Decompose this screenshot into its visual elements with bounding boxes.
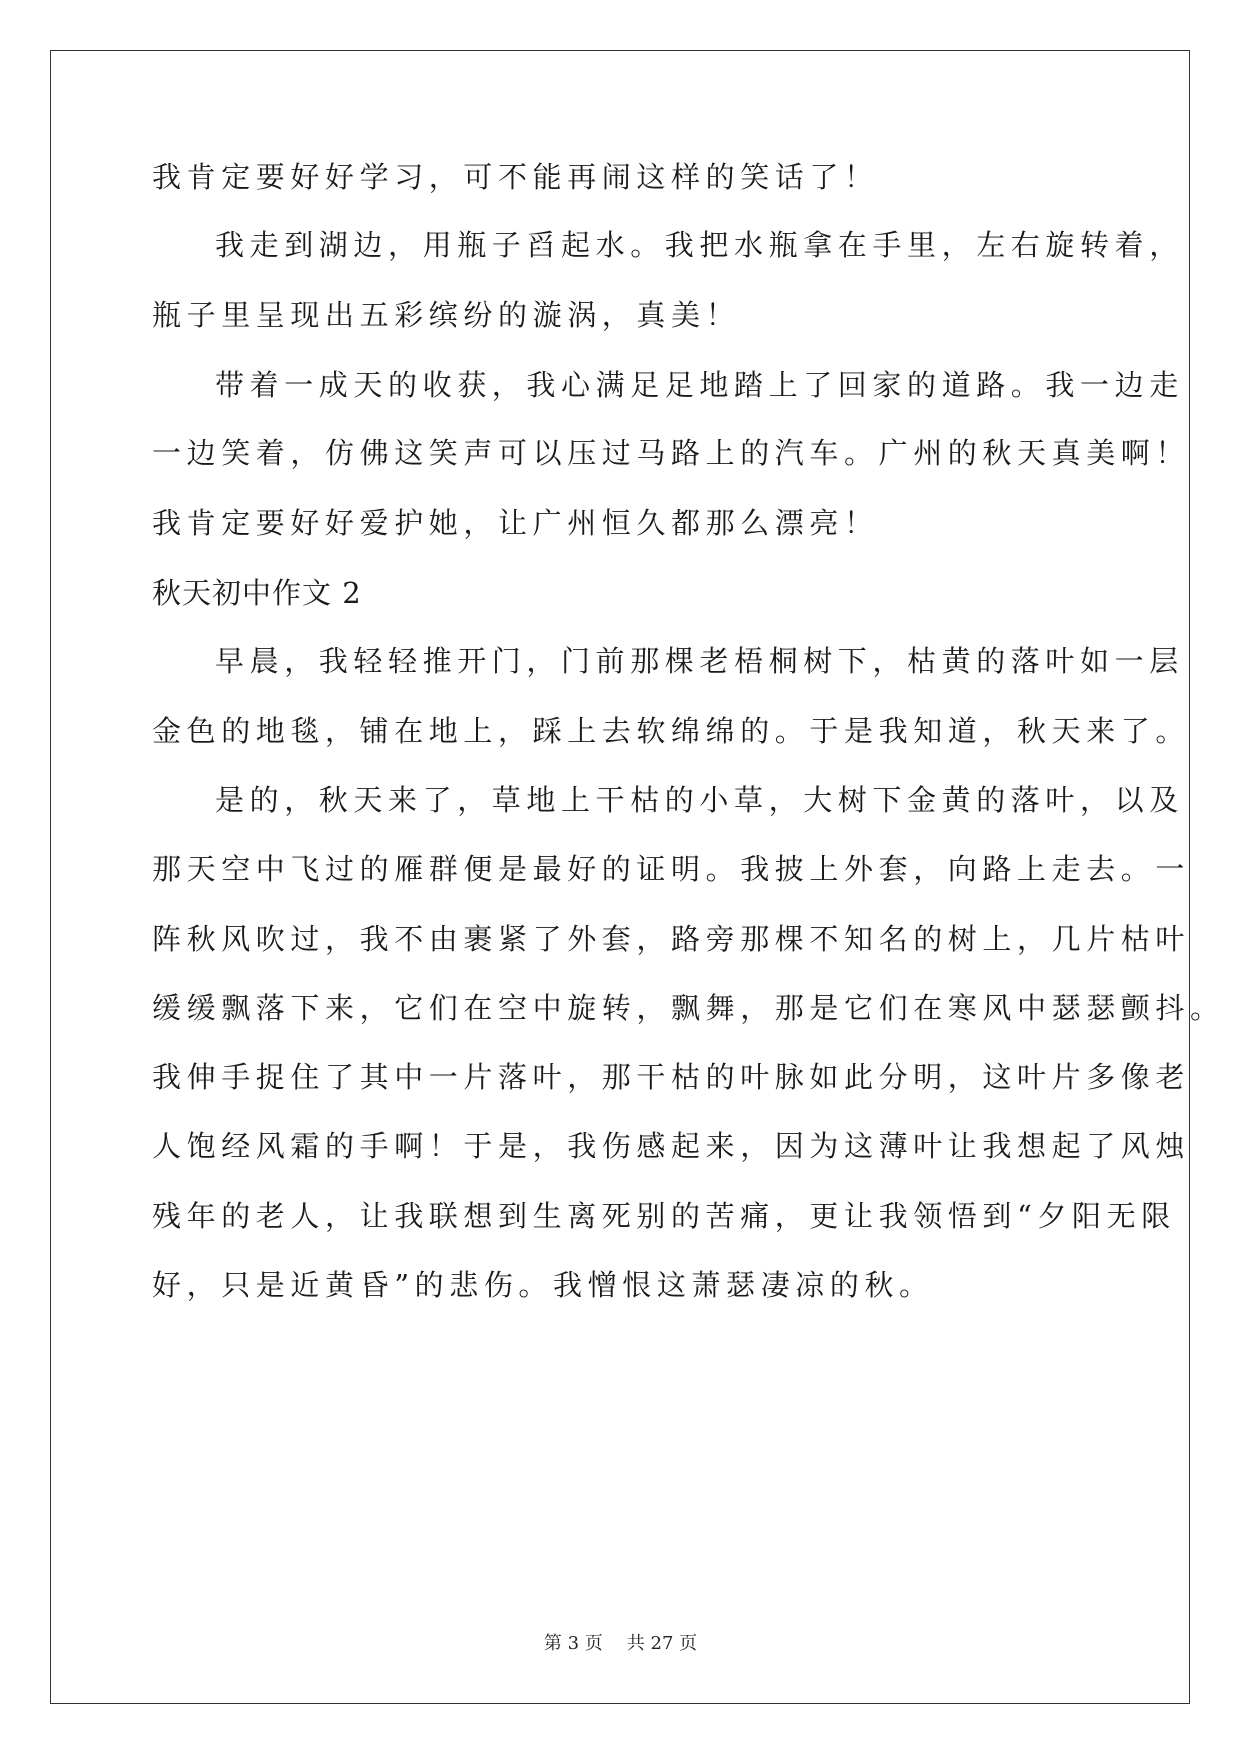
paragraph-line: 那天空中飞过的雁群便是最好的证明。我披上外套，向路上走去。一 bbox=[152, 852, 1191, 886]
paragraph-line: 缓缓飘落下来，它们在空中旋转，飘舞，那是它们在寒风中瑟瑟颤抖。 bbox=[152, 991, 1225, 1025]
paragraph-line: 一边笑着，仿佛这笑声可以压过马路上的汽车。广州的秋天真美啊！ bbox=[152, 436, 1191, 470]
paragraph-line: 阵秋风吹过，我不由裹紧了外套，路旁那棵不知名的树上，几片枯叶 bbox=[152, 922, 1191, 956]
paragraph-line: 瓶子里呈现出五彩缤纷的漩涡，真美！ bbox=[152, 298, 741, 332]
section-heading: 秋天初中作文 2 bbox=[152, 576, 362, 610]
paragraph-line: 我走到湖边，用瓶子舀起水。我把水瓶拿在手里，左右旋转着， bbox=[215, 228, 1184, 262]
page-number: 第 3 页 bbox=[543, 1633, 603, 1654]
page-footer bbox=[0, 1632, 1241, 1656]
paragraph-line: 是的，秋天来了，草地上干枯的小草，大树下金黄的落叶，以及 bbox=[215, 783, 1184, 817]
paragraph-line: 我肯定要好好学习，可不能再闹这样的笑话了！ bbox=[152, 160, 879, 194]
paragraph-line: 人饱经风霜的手啊！于是，我伤感起来，因为这薄叶让我想起了风烛 bbox=[152, 1129, 1191, 1163]
paragraph-line: 金色的地毯，铺在地上，踩上去软绵绵的。于是我知道，秋天来了。 bbox=[152, 714, 1191, 748]
paragraph-line: 早晨，我轻轻推开门，门前那棵老梧桐树下，枯黄的落叶如一层 bbox=[215, 644, 1184, 678]
paragraph-line: 残年的老人，让我联想到生离死别的苦痛，更让我领悟到“夕阳无限 bbox=[152, 1199, 1176, 1233]
paragraph-line: 带着一成天的收获，我心满足足地踏上了回家的道路。我一边走 bbox=[215, 368, 1184, 402]
page-total: 共 27 页 bbox=[626, 1633, 698, 1654]
paragraph-line: 我伸手捉住了其中一片落叶，那干枯的叶脉如此分明，这叶片多像老 bbox=[152, 1060, 1191, 1094]
paragraph-line: 我肯定要好好爱护她，让广州恒久都那么漂亮！ bbox=[152, 506, 879, 540]
paragraph-line: 好，只是近黄昏”的悲伤。我憎恨这萧瑟凄凉的秋。 bbox=[152, 1268, 934, 1302]
